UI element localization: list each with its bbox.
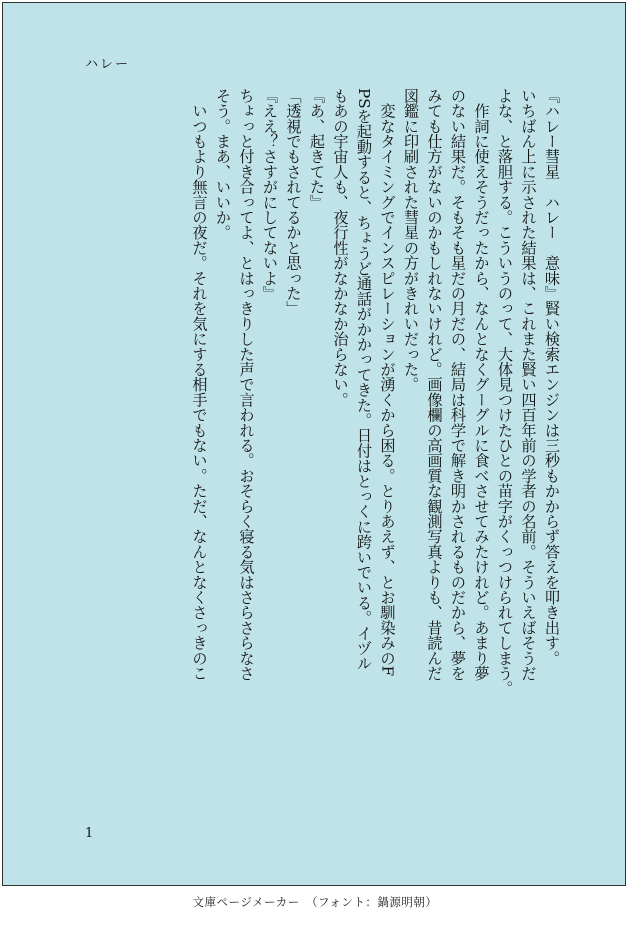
vertical-text-body — [79, 88, 563, 818]
text-line: 『あ、起きてた』 — [308, 88, 326, 210]
footer-caption: 文庫ページメーカー （フォント：鍋源明朝） — [192, 895, 438, 909]
text-line: 『ええ？さすがにしてないよ』 — [261, 88, 279, 301]
text-line: みても仕方がないのかもしれないけれど。画像欄の高画質な観測写真よりも、昔読んだ — [425, 88, 444, 681]
page-number: 1 — [85, 826, 94, 841]
text-line: 「透視でもされてるかと思った」 — [284, 88, 303, 316]
text-line: よな、と落胆する。こういうのって、大体見つけたひとの苗字がくっつけられてしまう。 — [496, 88, 514, 696]
text-line: 作詞に使えそうだったから、なんとなくグーグルに食べさせてみたけれど。あまり夢 — [472, 88, 491, 681]
text-line: 『ハレー彗星 ハレー 意味』賢い検索エンジンは三秒もかからず答えを叩き出す。 — [543, 88, 561, 666]
text-line: ちょっと付き合ってよ、とはっきりした声で言われる。おそらく寝る気はさらさらなさ — [237, 88, 256, 681]
text-line: そう。まあ、いいか。 — [214, 88, 232, 240]
text-line: PSを起動すると、ちょうど通話がかかってきた。日付はとっくに跨いでいる。イヅル — [355, 88, 373, 672]
running-header-title: ハレー — [85, 57, 131, 72]
text-line: いつもより無言の夜だ。それを気にする相手でもない。ただ、なんとなくさっきのこ — [190, 88, 209, 681]
text-line: のない結果だ。そもそも星だの月だの、結局は科学で解き明かされるものだから、夢を — [449, 88, 467, 681]
text-line: 図鑑に印刷された彗星の方がきれいだった。 — [402, 88, 420, 392]
text-line: 変なタイミングでインスピレーションが湧くから困る。とりあえず、とお馴染みのF — [378, 88, 397, 677]
text-line: もあの宇宙人も、夜行性がなかなか治らない。 — [331, 88, 350, 408]
text-line: いちばん上に示された結果は、これまた賢い四百年前の学者の名前。そういえばそうだ — [519, 88, 538, 681]
book-page — [2, 2, 626, 886]
